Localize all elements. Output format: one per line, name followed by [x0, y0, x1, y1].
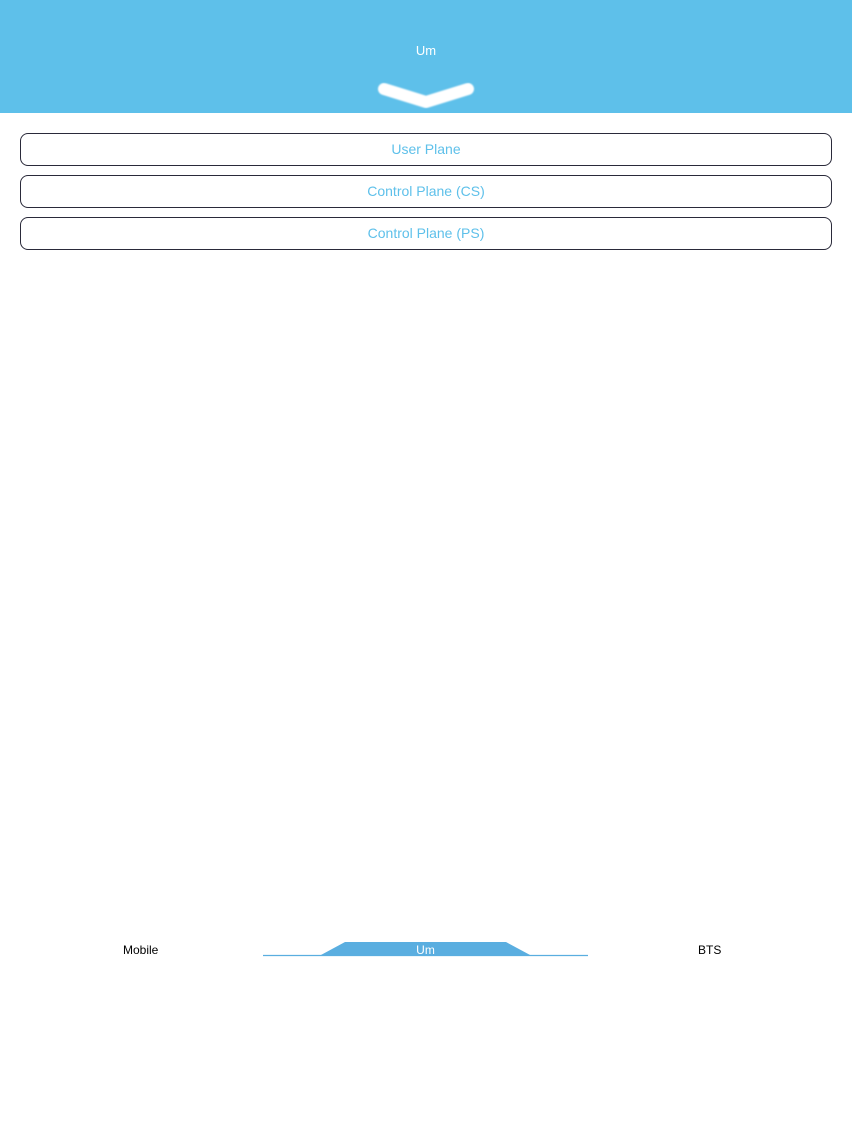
option-list — [20, 133, 832, 259]
bts-node-label: BTS — [698, 943, 722, 957]
header-title: Um — [415, 43, 437, 58]
control-plane-cs-button[interactable]: Control Plane (CS) — [20, 175, 832, 208]
interface-diagram — [0, 936, 852, 966]
control-plane-ps-button[interactable]: Control Plane (PS) — [20, 217, 832, 250]
user-plane-button[interactable]: User Plane — [20, 133, 832, 166]
mobile-node-label: Mobile — [123, 943, 159, 957]
header-bar — [0, 0, 852, 113]
chevron-down-icon[interactable] — [376, 80, 476, 112]
um-link-label: Um — [416, 943, 435, 957]
